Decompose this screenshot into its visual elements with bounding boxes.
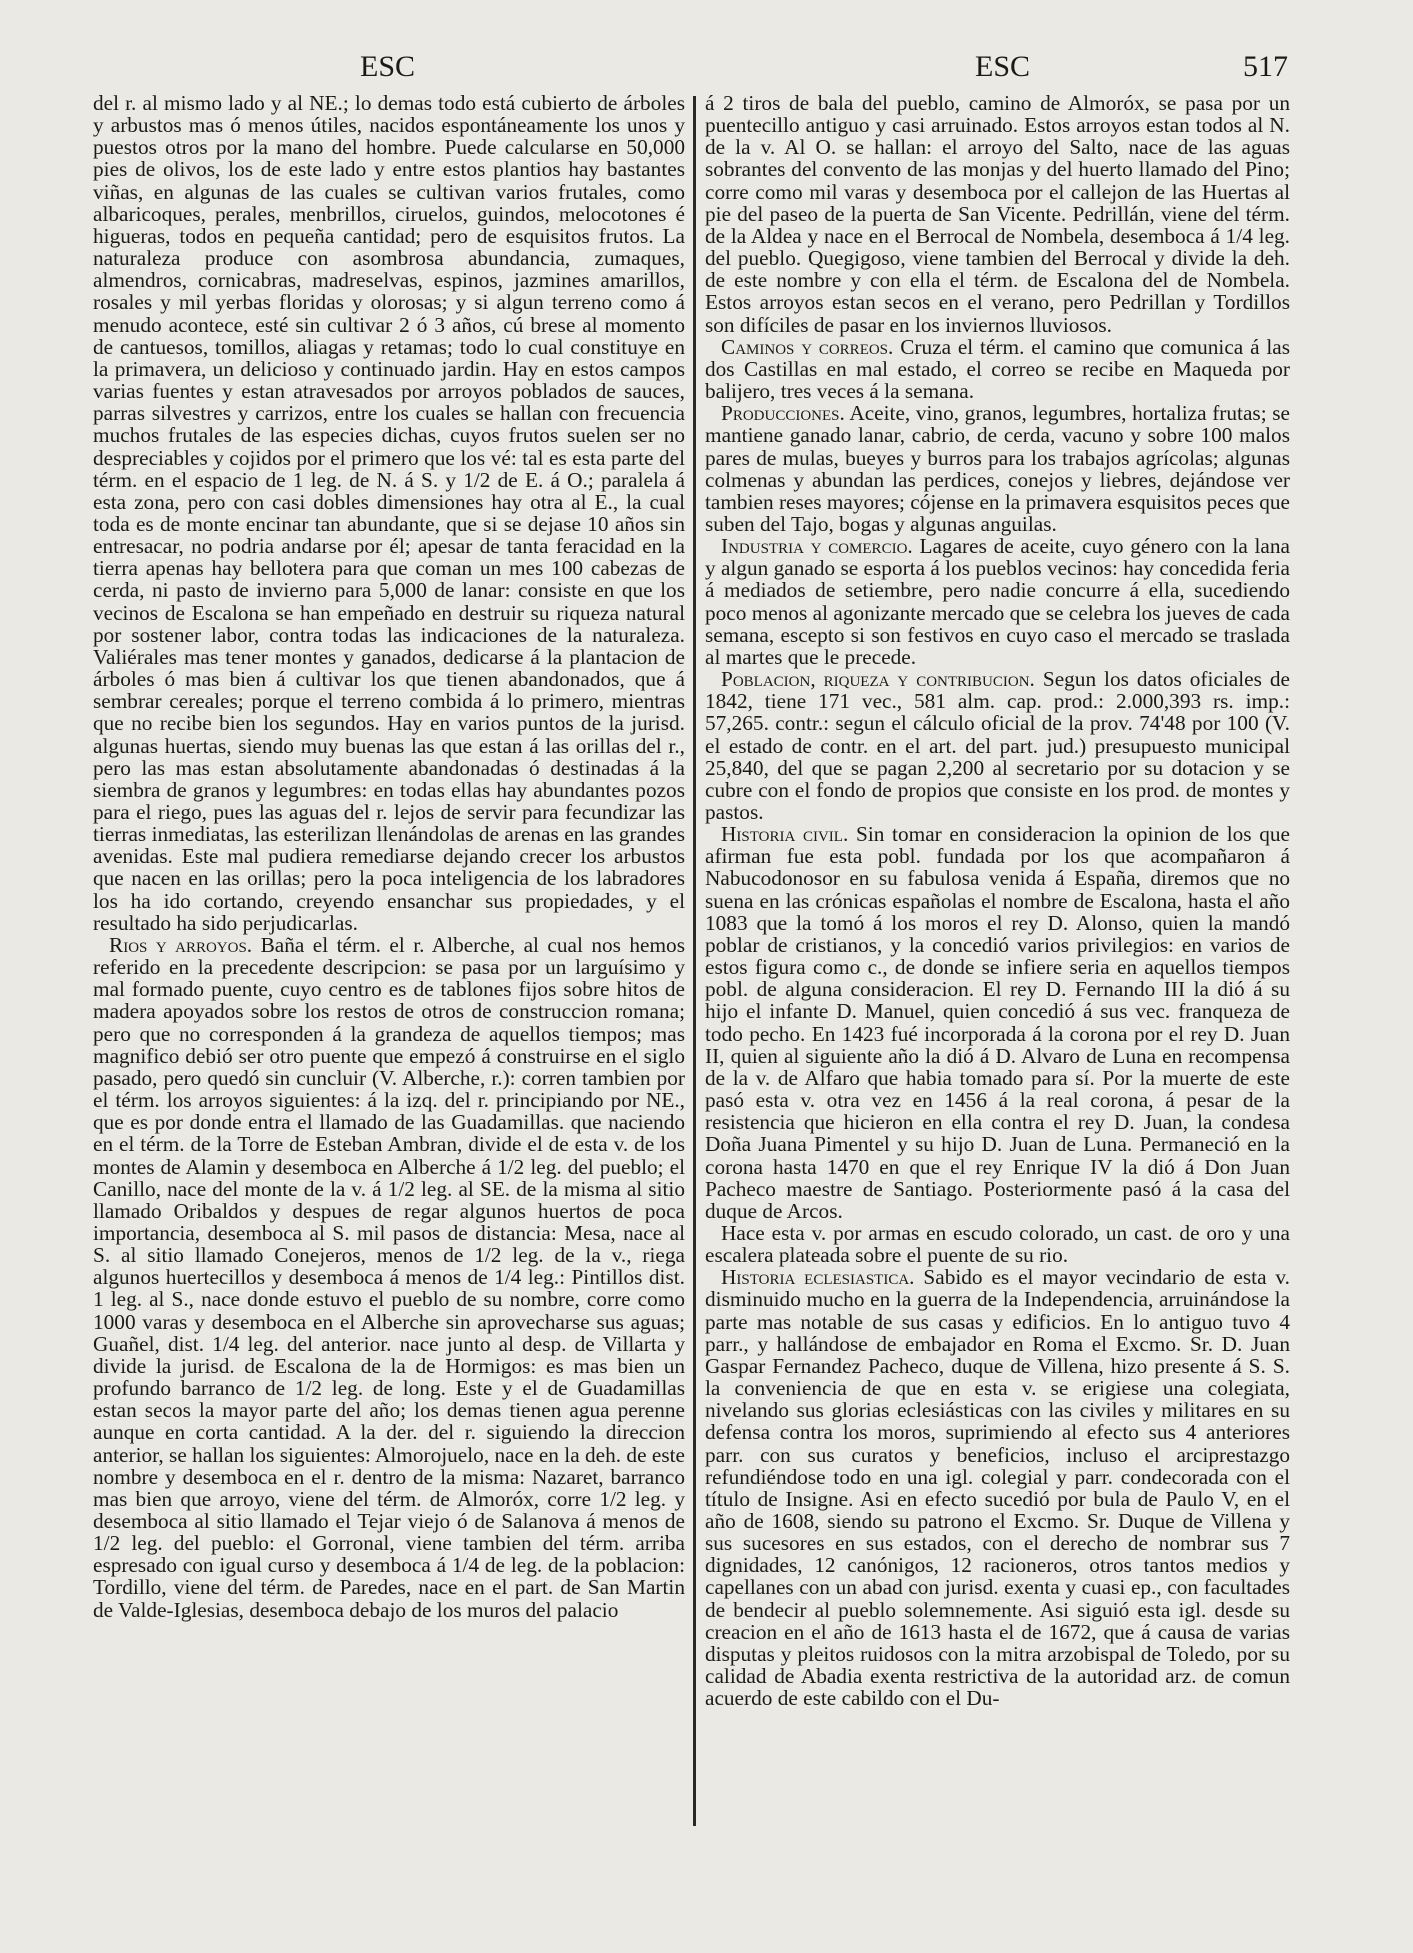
production-section [705,402,1290,535]
civil-history-heading: Historia civil. [721,822,849,847]
left-column [93,92,685,1872]
industry-text: Lagares de aceite, cuyo género con la lana y algun ganado se esporta á los pueblos vecinos: hay concedida feria á mediados de setiembre, pero nadie concurre á ella, sucediendo poco menos al agonizante mercado que se celebra los jueves de cada semana, escepto si son festivos en cuyo caso el mercado se traslada al martes que le precede. [705,534,1290,669]
production-heading: Producciones. [721,401,845,426]
roads-text: Cruza el térm. el camino que comunica á las dos Castillas en mal estado, el correo se recibe en Maqueda por balijero, tres veces á la semana. [705,334,1290,404]
left-paragraph-terrain: del r. al mismo lado y al NE.; lo demas todo está cubierto de árboles y arbustos mas ó menos útiles, nacidos espontáneamente los unos y puestos otros por la mano del hombre. Puede calcularse en 50,000 pies de olivos, los de este lado y entre estos plantios hay bastantes viñas, en algunas de las cuales se cultivan varios frutales, como albaricoques, perales, menbrillos, ciruelos, guindos, melocotones é higueras, todos en pequeña cantidad; pero de esquisitos frutos. La naturaleza produce con asombrosa abundancia, zumaques, almendros, cornicabras, madreselvas, espinos, jazmines amarillos, rosales y mil yerbas floridas y olorosas; y si algun terreno como á menudo acontece, esté sin cultivar 2 ó 3 años, cú brese al momento de cantuesos, tomillos, aliagas y retamas; todo lo cual constituye en la primavera, un delicioso y continuado jardin. Hay en estos campos varias fuentes y estan atravesados por arroyos poblados de sauces, parras silvestres y carrizos, entre los cuales se hallan con frecuencia muchos frutales de las especies dichas, cuyos frutos suelen ser no despreciables y cojidos por el primero que los vé: tal es esta parte del térm. en el espacio de 1 leg. de N. á S. y 1/2 de E. á O.; paralela á esta zona, pero con casi dobles dimensiones hay otra al E., la cual toda es de monte encinar tan abundante, que si se dejase 10 años sin entresacar, no podria andarse por él; apesar de tanta feracidad en la tierra apenas hay bellotera para que coman un mes 100 cabezas de cerda, ni pasto de invierno para 5,000 de lanar: consiste en que los vecinos de Escalona se han empeñado en destruir su riqueza natural por sostener labor, contra todas las indicaciones de la naturaleza. Valiérales mas tener montes y ganados, dedicarse á la plantacion de árboles ó mas bien á cultivar los que tienen abandonados, que á sembrar cereales; porque el terreno combida á lo primero, mientras que no recibe bien los segundos. Hay en varios puntos de la jurisd. algunas huertas, siendo muy buenas las que estan á las orillas del r., pero las mas estan absolutamente abandonadas ó destinadas á la siembra de granos y legumbres: en todas ellas hay abundantes pozos para el riego, pues las aguas del r. lejos de servir para fecundizar las tierras inmediatas, las esterilizan llenándolas de arenas en las grandes avenidas. Este mal pudiera remediarse dejando crecer los arbustos que nacen en las orillas; pero la poca inteligencia de los labradores los ha ido cortando, creyendo ensanchar sus propiedades, y el resultado ha sido perjudicarlas. [93,92,685,935]
roads-heading: Caminos y correos. [721,334,894,359]
population-text: Segun los datos oficiales de 1842, tiene 171 vec., 581 alm. cap. prod.: 2.000,393 rs. imp.: 57,265. contr.: segun el cálculo oficial de la prov. 74'48 por 100 (V. el estado de contr. en el art. del part. jud.) presupuesto municipal 25,840, del que se pagan 2,200 al secretario por su dotacion y se cubre con el fondo de propios que consiste en los prod. de montes y pastos. [705,667,1290,824]
right-column [705,92,1290,1872]
rivers-text: Baña el térm. el r. Alberche, al cual nos hemos referido en la precedente descripcion: se pasa por un larguísimo y mal formado puente, cuyo centro es de tablones fijos sobre hitos de madera apoyados sobre los restos de otros de construccion romana; pero que no corresponden á la grandeza de aquellos tiempos; mas magnifico debió ser otro puente que empezó á construirse en el siglo pasado, pero quedó sin cuncluir (V. Alberche, r.): corren tambien por el térm. los arroyos siguientes: á la izq. del r. principiando por NE., que es por donde entra el llamado de las Guadamillas. que naciendo en el térm. de la Torre de Esteban Ambran, divide el de esta v. de los montes de Alamin y desemboca en Alberche á 1/2 leg. del pueblo; el Canillo, nace del monte de la v. á 1/2 leg. al SE. de la misma al sitio llamado Oribaldos y despues de regar algunos huertos de poca importancia, desemboca al S. mil pasos de distancia: Mesa, nace al S. al sitio llamado Conejeros, menos de 1/2 leg. de la v., riega algunos huertecillos y desemboca á menos de 1/4 leg.: Pintillos dist. 1 leg. al S., nace donde estuvo el pueblo de su nombre, corre como 1000 varas y desemboca en el Alberche sin aprovecharse sus aguas; Guañel, dist. 1/4 leg. del anterior. nace junto al desp. de Villarta y divide la jurisd. de Escalona de la de Hormigos: es mas bien un profundo barranco de 1/2 leg. de long. Este y el de Guadamillas estan secos la mayor parte del año; los demas tienen agua perenne aunque en corta cantidad. A la der. del r. siguiendo la direccion anterior, se hallan los siguientes: Almorojuelo, nace en la deh. de este nombre y desemboca en el r. dentro de la misma: Nazaret, barranco mas bien que arroyo, viene del térm. de Almoróx, corre 1/2 leg. y desemboca al sitio llamado el Tejar viejo ó de Salanova á menos de 1/2 leg. del pueblo: el Gorronal, viene tambien del térm. arriba espresado con igual curso y desemboca á 1/4 de leg. de la poblacion: Tordillo, viene del térm. de Paredes, nace en el part. de San Martin de Valde-Iglesias, desemboca debajo de los muros del palacio [93,932,685,1622]
industry-heading: Industria y comercio. [721,534,913,559]
civil-history-section [705,823,1290,1222]
industry-section [705,535,1290,668]
column-divider [693,96,696,1826]
right-running-head: ESC [975,50,1031,83]
population-section [705,668,1290,823]
production-text: Aceite, vino, granos, legumbres, hortaliza frutas; se mantiene ganado lanar, cabrio, de cerda, vacuno y sobre 100 malos pares de mulas, bueyes y burros para los trabajos agrícolas; algunas colmenas y abundan las perdices, conejos y liebres, dejándose ver tambien reses mayores; cójense en la primavera esquisitos peces que suben del Tajo, bogas y algunas anguilas. [705,401,1290,536]
rivers-section [93,934,685,1621]
church-history-text: Sabido es el mayor vecindario de esta v. disminuido mucho en la guerra de la Independencia, arruinándose la parte mas notable de sus casas y edificios. En lo antiguo tuvo 4 parr., y hallándose de embajador en Roma el Excmo. Sr. D. Juan Gaspar Fernandez Pacheco, duque de Villena, hizo presente á S. S. la conveniencia de que en esta v. se erigiese una colegiata, nivelando sus glorias eclesiásticas con las civiles y militares en su defensa contra los moros, suprimiendo al efecto sus 4 anteriores parr. con sus curatos y beneficios, incluso el arciprestazgo refundiéndose todo en una igl. colegial y parr. condecorada con el título de Insigne. Asi en efecto sucedió por bula de Paulo V, en el año de 1608, siendo su patrono el Excmo. Sr. Duque de Villena y sus sucesores en sus estados, con el derecho de nombrar sus 7 dignidades, 12 canónigos, 12 racioneros, otros tantos medios y capellanes con un abad con jurisd. exenta y cuasi ep., con facultades de bendecir al pueblo solemnemente. Asi siguió esta igl. desde su creacion en el año de 1613 hasta el de 1672, que á causa de varias disputas y pleitos ruidosos con la mitra arzobispal de Toledo, por su calidad de Abadia exenta restrictiva de la autoridad arz. de comun acuerdo de este cabildo con el Du- [705,1265,1290,1711]
running-header [90,50,1288,90]
right-paragraph-streams: á 2 tiros de bala del pueblo, camino de Almoróx, se pasa por un puentecillo antiguo y casi arruinado. Estos arroyos estan todos al N. de la v. Al O. se hallan: el arroyo del Salto, nace de las aguas sobrantes del convento de las monjas y del huerto llamado del Pino; corre como mil varas y desemboca por el callejon de las Huertas al pie del paseo de la puerta de San Vicente. Pedrillán, viene del térm. de la Aldea y nace en el Berrocal de Nombela, desemboca á 1/4 leg. del pueblo. Quegigoso, viene tambien del Berrocal y divide la deh. de este nombre y con ella el térm. de Escalona del de Nombela. Estos arroyos estan secos en el verano, pero Pedrillan y Tordillos son difíciles de pasar en los inviernos lluviosos. [705,92,1290,337]
rivers-heading: Rios y arroyos. [109,932,253,957]
left-running-head: ESC [360,50,416,83]
church-history-heading: Historia eclesiastica. [721,1265,915,1290]
church-history-section [705,1266,1290,1709]
coat-of-arms-paragraph: Hace esta v. por armas en escudo colorado, un cast. de oro y una escalera plateada sobre el puente de su rio. [705,1220,1290,1268]
population-heading: Poblacion, riqueza y contribucion. [721,667,1035,692]
roads-section [705,336,1290,402]
civil-history-text: Sin tomar en consideracion la opinion de los que afirman fue esta pobl. fundada por los que acompañaron á Nabucodonosor en su fabulosa venida á España, diremos que no suena en las crónicas españolas el nombre de Escalona, hasta el año 1083 que la tomó á los moros el rey D. Alonso, quien la mandó poblar de cristianos, y la concedió varios privilegios: en varios de estos figura como c., de donde se infiere seria en aquellos tiempos pobl. de alguna consideracion. El rey D. Fernando III la dió á su hijo el infante D. Manuel, quien concedió á sus vec. franqueza de todo pecho. En 1423 fué incorporada á la corona por el rey D. Juan II, quien al siguiente año la dió á D. Alvaro de Luna en recompensa de la v. de Alfaro que habia tomado para sí. Por la muerte de este pasó esta v. otra vez en 1456 á la real corona, á pesar de la resistencia que hicieron en ella contra el rey D. Juan, la condesa Doña Juana Pimentel y su hijo D. Juan de Luna. Permaneció en la corona hasta 1470 en que el rey Enrique IV la dió á Don Juan Pacheco maestre de Santiago. Posteriormente pasó á la casa del duque de Arcos. [705,822,1290,1223]
page-number: 517 [1243,50,1288,83]
